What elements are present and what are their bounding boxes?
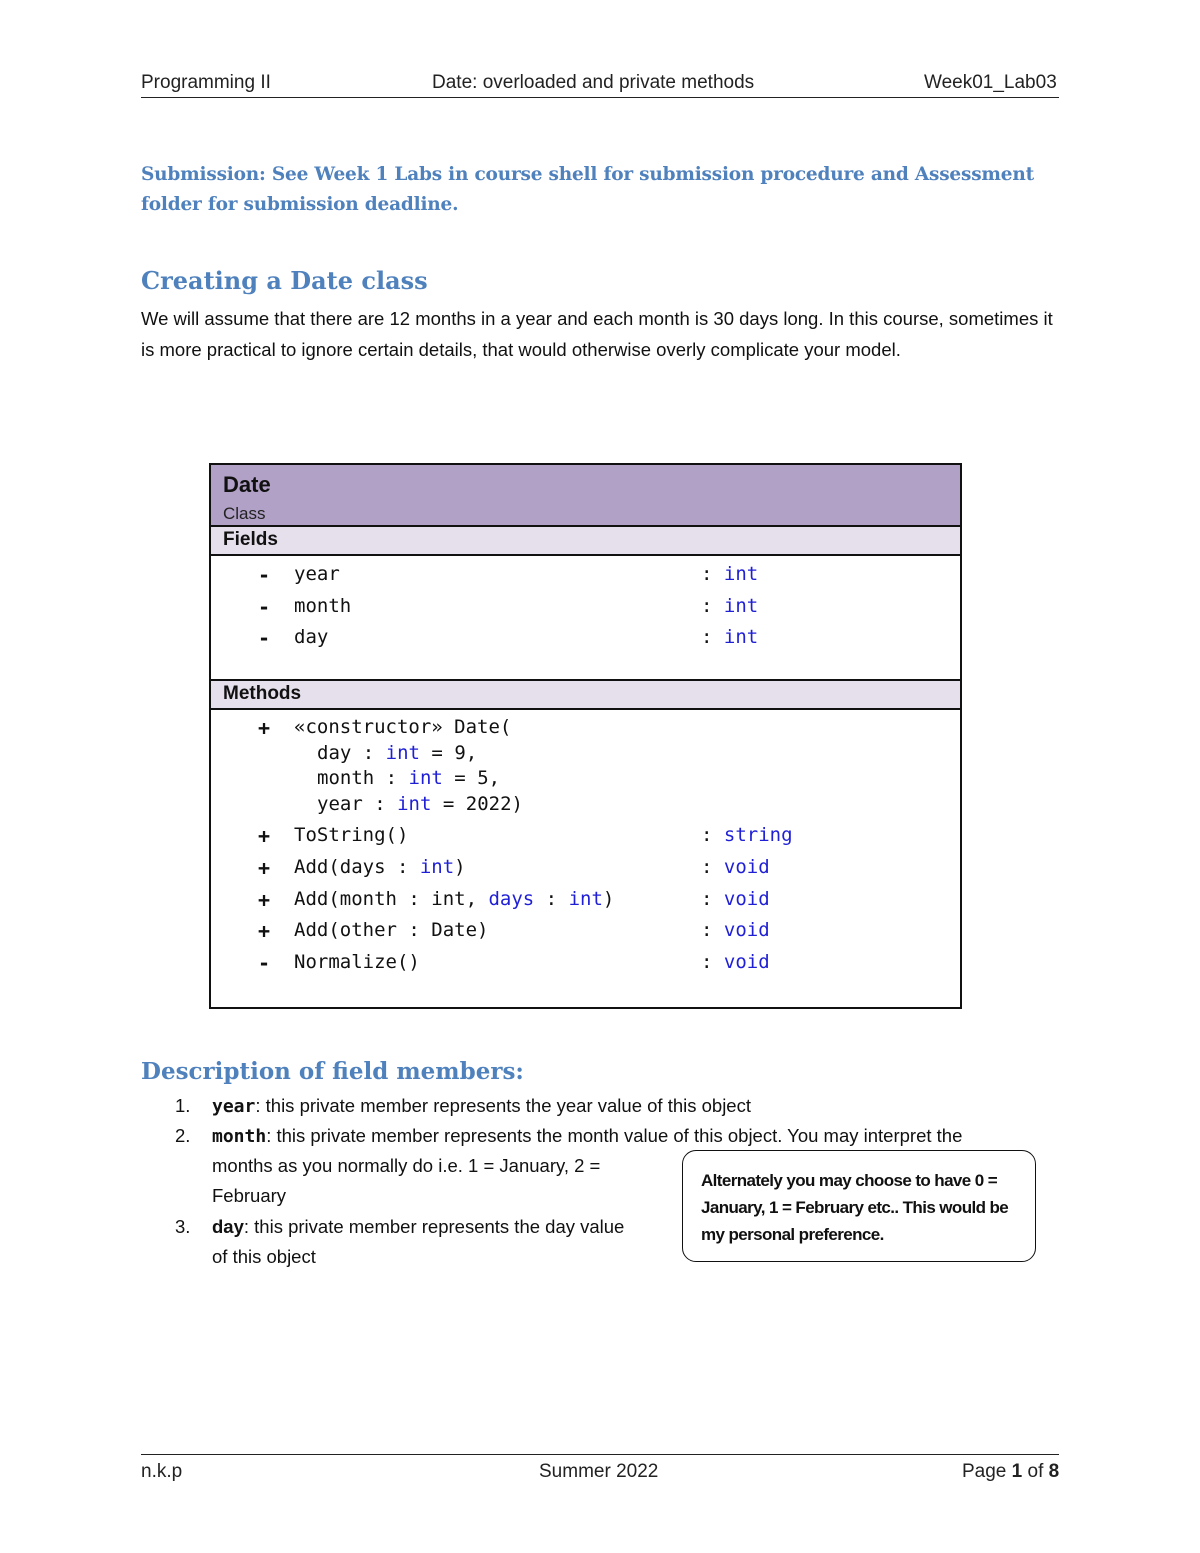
type-separator: : int (701, 626, 759, 648)
method-name: ToString() (294, 824, 409, 846)
uml-class-name: Date (223, 472, 271, 497)
uml-fields-header (211, 527, 960, 556)
footer-left: n.k.p (141, 1461, 183, 1482)
field-type: int (723, 563, 759, 585)
list-number: 1. (175, 1095, 191, 1116)
constructor-param: month : int = 5, (317, 767, 501, 789)
uml-methods-label: Methods (223, 683, 302, 704)
method-row (211, 856, 960, 884)
uml-header (211, 465, 960, 527)
visibility-marker: + (258, 888, 271, 912)
return-type: void (723, 951, 770, 973)
type-separator: : void (701, 951, 770, 973)
visibility-marker: + (258, 824, 271, 848)
callout-text: Alternately you may choose to have 0 = January, 1 = February etc.. This would be my personal preference. (701, 1171, 1009, 1244)
constructor-param: day : int = 9, (317, 742, 478, 764)
header-rule (141, 97, 1059, 98)
field-name: day (294, 626, 329, 648)
type-separator: : string (701, 824, 793, 846)
intro-paragraph: We will assume that there are 12 months in a year and each month is 30 days long. In this course, sometimes it is more practical to ignore certain details, that would otherwise overly complicate your model. (141, 308, 1053, 360)
visibility-marker: - (258, 626, 271, 650)
callout-box (682, 1150, 1036, 1262)
type-separator: : int (701, 563, 759, 585)
footer-center: Summer 2022 (539, 1461, 659, 1482)
constructor-row (211, 716, 960, 744)
field-type: int (723, 595, 759, 617)
list-item: day: this private member represents the day value (212, 1216, 625, 1237)
list-item-continuation: February (212, 1185, 287, 1206)
field-row (211, 595, 960, 623)
visibility-marker: + (258, 716, 271, 740)
uml-fields-label: Fields (223, 529, 278, 550)
field-name: year (294, 563, 340, 585)
field-term: year (212, 1096, 256, 1117)
type-separator: : void (701, 856, 770, 878)
field-type: int (723, 626, 759, 648)
field-term: month (212, 1126, 267, 1147)
uml-methods-header (211, 679, 960, 710)
submission-note: Submission: See Week 1 Labs in course shell for submission procedure and Assessment folder for submission deadline. (141, 164, 1034, 215)
visibility-marker: - (258, 563, 271, 587)
constructor-signature: «constructor» Date( (294, 716, 512, 738)
footer-page-number: Page 1 of 8 (962, 1461, 1060, 1482)
visibility-marker: + (258, 919, 271, 943)
method-row (211, 919, 960, 947)
method-name: Add(month : int, days : int) (294, 888, 615, 910)
visibility-marker: + (258, 856, 271, 880)
list-item-continuation: months as you normally do i.e. 1 = January, 2 = (212, 1155, 601, 1176)
method-name: Normalize() (294, 951, 420, 973)
list-item: month: this private member represents the month value of this object. You may interpret the (212, 1125, 963, 1147)
type-separator: : void (701, 888, 770, 910)
field-term: day (212, 1216, 244, 1237)
visibility-marker: - (258, 595, 271, 619)
field-row (211, 563, 960, 591)
return-type: string (723, 824, 793, 846)
header-center: Date: overloaded and private methods (432, 72, 755, 93)
footer-rule (141, 1454, 1059, 1455)
method-name: Add(days : int) (294, 856, 466, 878)
method-row (211, 824, 960, 852)
header-right: Week01_Lab03 (924, 72, 1057, 93)
type-separator: : void (701, 919, 770, 941)
list-item-continuation: of this object (212, 1246, 316, 1267)
list-number: 2. (175, 1125, 191, 1146)
return-type: void (723, 856, 770, 878)
method-name: Add(other : Date) (294, 919, 489, 941)
uml-class-diagram (209, 463, 962, 1009)
visibility-marker: - (258, 951, 271, 975)
field-name: month (294, 595, 352, 617)
field-row (211, 626, 960, 654)
method-row (211, 888, 960, 916)
list-item: year: this private member represents the year value of this object (212, 1095, 751, 1117)
type-separator: : int (701, 595, 759, 617)
list-number: 3. (175, 1216, 191, 1237)
uml-stereotype: Class (223, 504, 266, 523)
header-left: Programming II (141, 72, 271, 93)
return-type: void (723, 919, 770, 941)
constructor-param: year : int = 2022) (317, 793, 523, 815)
method-row (211, 951, 960, 979)
section-title-creating-date: Creating a Date class (141, 266, 428, 295)
section-title-field-members: Description of field members: (141, 1058, 524, 1085)
return-type: void (723, 888, 770, 910)
